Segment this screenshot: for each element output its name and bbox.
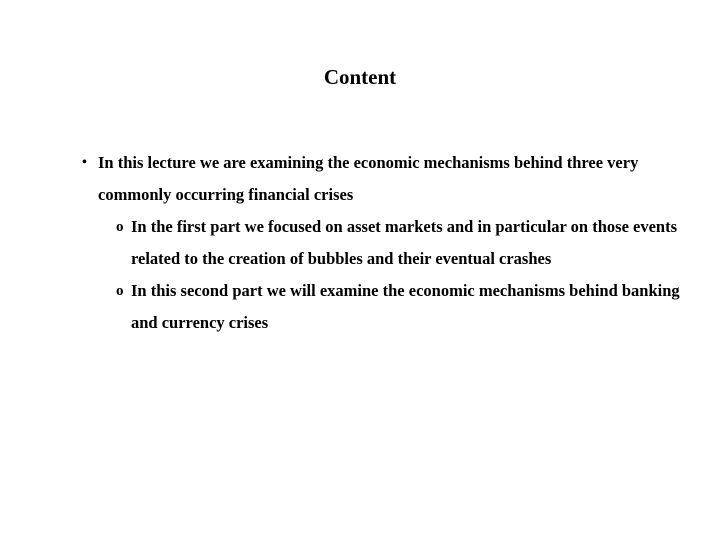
bullet-item (82, 147, 682, 339)
hollow-circle-bullet-icon: o (116, 283, 124, 299)
bullet-list (82, 147, 682, 339)
hollow-circle-bullet-icon: o (116, 219, 124, 235)
sub-bullet-list (116, 211, 682, 339)
slide-title: Content (323, 65, 397, 89)
sub-bullet-text: In the first part we focused on asset markets and in particular on those events related to the creation of bubbles and their eventual crashes (131, 217, 678, 268)
sub-bullet-item (116, 211, 682, 275)
sub-bullet-text: In this second part we will examine the economic mechanisms behind banking and currency crises (131, 281, 680, 332)
slide-content (82, 147, 682, 339)
bullet-dot-icon: • (82, 155, 87, 170)
bullet-text: In this lecture we are examining the economic mechanisms behind three very commonly occurring financial crises (98, 153, 639, 204)
sub-bullet-item (116, 275, 682, 339)
